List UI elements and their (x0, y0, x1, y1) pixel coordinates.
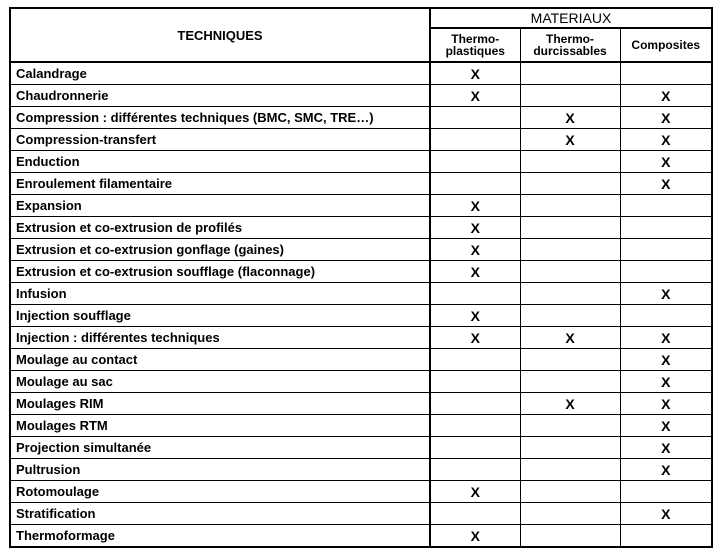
mark-composites: X (620, 107, 712, 129)
mark-thermoplastiques (430, 459, 520, 481)
mark-thermodurcissables (520, 217, 620, 239)
mark-composites: X (620, 151, 712, 173)
mark-composites (620, 217, 712, 239)
table-row (10, 217, 712, 239)
mark-thermoplastiques: X (430, 62, 520, 85)
mark-thermoplastiques (430, 393, 520, 415)
mark-composites (620, 239, 712, 261)
technique-name: Pultrusion (10, 459, 430, 481)
column-header-line: Composites (631, 38, 701, 52)
technique-name: Moulage au sac (10, 371, 430, 393)
mark-composites: X (620, 129, 712, 151)
table-row (10, 173, 712, 195)
mark-thermodurcissables (520, 503, 620, 525)
mark-thermoplastiques (430, 437, 520, 459)
mark-composites: X (620, 393, 712, 415)
mark-thermodurcissables (520, 305, 620, 327)
mark-thermoplastiques: X (430, 85, 520, 107)
mark-thermodurcissables: X (520, 393, 620, 415)
mark-composites: X (620, 415, 712, 437)
mark-thermoplastiques: X (430, 217, 520, 239)
mark-thermodurcissables (520, 62, 620, 85)
mark-thermodurcissables (520, 261, 620, 283)
table-row (10, 239, 712, 261)
mark-thermodurcissables (520, 437, 620, 459)
table-row (10, 327, 712, 349)
mark-thermoplastiques: X (430, 327, 520, 349)
mark-thermodurcissables (520, 349, 620, 371)
technique-name: Infusion (10, 283, 430, 305)
mark-thermoplastiques: X (430, 239, 520, 261)
column-header-line: Thermo- (546, 32, 594, 46)
mark-thermoplastiques: X (430, 525, 520, 548)
mark-thermoplastiques (430, 173, 520, 195)
mark-composites: X (620, 327, 712, 349)
mark-thermoplastiques (430, 349, 520, 371)
mark-thermodurcissables (520, 415, 620, 437)
techniques-header: TECHNIQUES (10, 8, 430, 62)
technique-name: Compression-transfert (10, 129, 430, 151)
mark-thermodurcissables (520, 151, 620, 173)
mark-composites: X (620, 173, 712, 195)
mark-composites: X (620, 459, 712, 481)
mark-thermodurcissables: X (520, 129, 620, 151)
technique-name: Compression : différentes techniques (BMC, SMC, TRE…) (10, 107, 430, 129)
mark-thermodurcissables (520, 371, 620, 393)
techniques-materials-table (9, 7, 713, 548)
technique-name: Chaudronnerie (10, 85, 430, 107)
table-row (10, 151, 712, 173)
mark-thermodurcissables (520, 481, 620, 503)
mark-thermoplastiques (430, 503, 520, 525)
column-header-line: durcissables (533, 44, 607, 58)
mark-thermodurcissables (520, 239, 620, 261)
table-row (10, 349, 712, 371)
table-row (10, 415, 712, 437)
technique-name: Extrusion et co-extrusion gonflage (gaines) (10, 239, 430, 261)
mark-thermoplastiques (430, 371, 520, 393)
mark-thermodurcissables (520, 173, 620, 195)
mark-thermoplastiques: X (430, 195, 520, 217)
table-row (10, 129, 712, 151)
mark-thermodurcissables: X (520, 327, 620, 349)
mark-thermoplastiques (430, 415, 520, 437)
mark-thermodurcissables (520, 283, 620, 305)
mark-thermodurcissables: X (520, 107, 620, 129)
column-header-thermodurcissables (520, 28, 620, 62)
mark-thermoplastiques (430, 283, 520, 305)
technique-name: Injection : différentes techniques (10, 327, 430, 349)
technique-name: Extrusion et co-extrusion de profilés (10, 217, 430, 239)
mark-composites: X (620, 349, 712, 371)
table-row (10, 525, 712, 548)
mark-thermoplastiques: X (430, 261, 520, 283)
technique-name: Stratification (10, 503, 430, 525)
technique-name: Moulages RTM (10, 415, 430, 437)
mark-composites (620, 261, 712, 283)
table-row (10, 459, 712, 481)
technique-name: Extrusion et co-extrusion soufflage (flaconnage) (10, 261, 430, 283)
table-row (10, 195, 712, 217)
mark-thermodurcissables (520, 525, 620, 548)
table-row (10, 437, 712, 459)
table-row (10, 503, 712, 525)
technique-name: Moulages RIM (10, 393, 430, 415)
table-row (10, 261, 712, 283)
mark-thermoplastiques (430, 129, 520, 151)
technique-name: Expansion (10, 195, 430, 217)
technique-name: Projection simultanée (10, 437, 430, 459)
mark-composites (620, 62, 712, 85)
mark-composites (620, 195, 712, 217)
technique-name: Thermoformage (10, 525, 430, 548)
mark-thermoplastiques (430, 151, 520, 173)
table-row (10, 371, 712, 393)
technique-name: Rotomoulage (10, 481, 430, 503)
mark-composites: X (620, 437, 712, 459)
mark-thermodurcissables (520, 85, 620, 107)
mark-composites (620, 525, 712, 548)
table-row (10, 85, 712, 107)
mark-composites: X (620, 283, 712, 305)
table-row (10, 62, 712, 85)
column-header-thermoplastiques (430, 28, 520, 62)
column-header-line: Thermo- (451, 32, 500, 46)
table-row (10, 305, 712, 327)
mark-thermoplastiques: X (430, 481, 520, 503)
column-header-line: plastiques (445, 44, 505, 58)
mark-composites: X (620, 85, 712, 107)
table-row (10, 481, 712, 503)
mark-composites: X (620, 503, 712, 525)
table-body (10, 62, 712, 547)
table-row (10, 107, 712, 129)
technique-name: Moulage au contact (10, 349, 430, 371)
technique-name: Calandrage (10, 62, 430, 85)
mark-composites (620, 481, 712, 503)
column-header-composites (620, 28, 712, 62)
mark-thermoplastiques (430, 107, 520, 129)
technique-name: Enroulement filamentaire (10, 173, 430, 195)
mark-thermoplastiques: X (430, 305, 520, 327)
table-row (10, 283, 712, 305)
materials-header: MATERIAUX (430, 8, 712, 28)
technique-name: Enduction (10, 151, 430, 173)
table-row (10, 393, 712, 415)
mark-thermodurcissables (520, 459, 620, 481)
technique-name: Injection soufflage (10, 305, 430, 327)
mark-composites: X (620, 371, 712, 393)
mark-thermodurcissables (520, 195, 620, 217)
mark-composites (620, 305, 712, 327)
